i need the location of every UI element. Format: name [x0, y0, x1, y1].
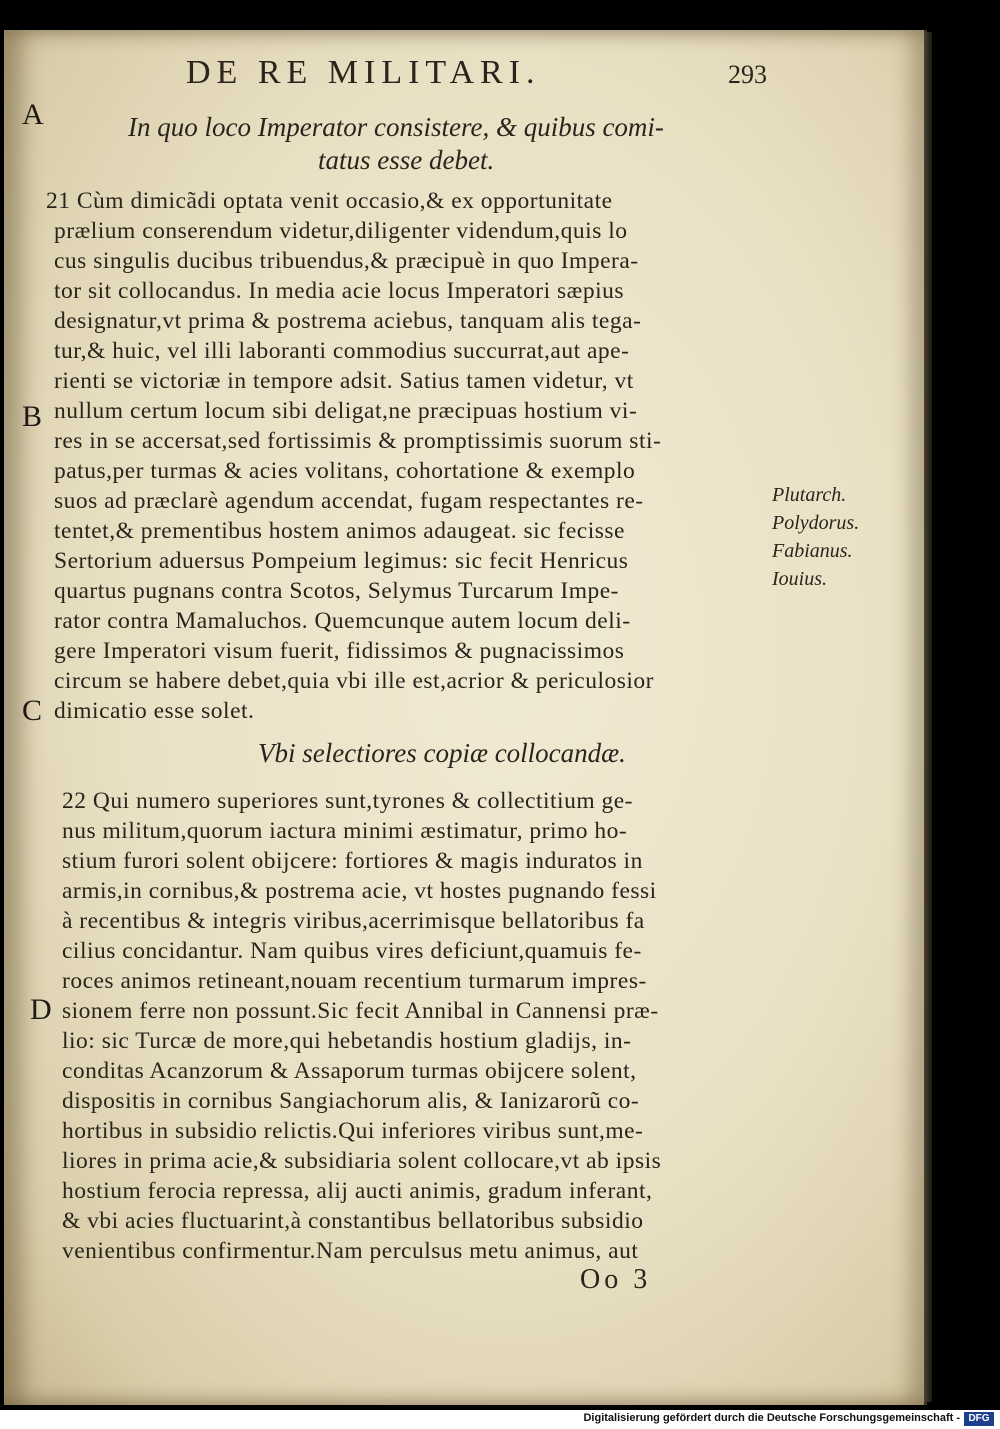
signature-mark: Oo 3 — [580, 1264, 652, 1295]
text-line: 22 Qui numero superiores sunt,tyrones & collectitium ge- — [62, 788, 634, 814]
text-line: tur,& huic, vel illi laboranti commodius succurrat,aut ape- — [54, 338, 630, 364]
funding-credit: Digitalisierung gefördert durch die Deutsche Forschungsgemeinschaft - — [583, 1412, 960, 1424]
margin-note: Fabianus. — [772, 540, 853, 562]
text-line: tentet,& prementibus hostem animos adaugeat. sic fecisse — [54, 518, 625, 544]
text-line: cilius concidantur. Nam quibus vires deficiunt,quamuis fe- — [62, 938, 642, 964]
section1-heading-line2: tatus esse debet. — [318, 145, 495, 175]
text-line: patus,per turmas & acies volitans, cohortatione & exemplo — [54, 458, 636, 484]
text-line: à recentibus & integris viribus,acerrimisque bellatoribus fa — [62, 908, 645, 934]
margin-note: Plutarch. — [772, 484, 847, 506]
page-number: 293 — [728, 60, 767, 89]
page-edge — [924, 32, 932, 1402]
text-line: quartus pugnans contra Scotos, Selymus Turcarum Impe- — [54, 578, 619, 604]
text-line: designatur,vt prima & postrema aciebus, tanquam alis tega- — [54, 308, 642, 334]
margin-note: Polydorus. — [772, 512, 860, 534]
text-line: conditas Acanzorum & Assaporum turmas obijcere solent, — [62, 1058, 637, 1084]
text-line: dispositis in cornibus Sangiachorum alis, & Ianizarorũ co- — [62, 1088, 640, 1114]
text-line: hortibus in subsidio relictis.Qui inferiores viribus sunt,me- — [62, 1118, 644, 1144]
text-line: tor sit collocandus. In media acie locus Imperatori sæpius — [54, 278, 625, 304]
text-line: cus singulis ducibus tribuendus,& præcipuè in quo Impera- — [54, 248, 639, 274]
text-line: lio: sic Turcæ de more,qui hebetandis hostium gladijs, in- — [62, 1028, 632, 1054]
text-line: stium furori solent obijcere: fortiores & magis induratos in — [62, 848, 643, 874]
section-mark-b: B — [22, 400, 43, 433]
text-line: nus militum,quorum iactura minimi æstimatur, primo ho- — [62, 818, 628, 844]
dfg-logo: DFG — [964, 1412, 994, 1426]
section1-heading-line1: In quo loco Imperator consistere, & quibus comi- — [128, 112, 664, 142]
text-line: suos ad præclarè agendum accendat, fugam respectantes re- — [54, 488, 644, 514]
text-line: circum se habere debet,quia vbi ille est,acrior & periculosior — [54, 668, 655, 694]
text-line: sionem ferre non possunt.Sic fecit Annibal in Cannensi præ- — [62, 998, 659, 1024]
text-line: rator contra Mamaluchos. Quemcunque autem locum deli- — [54, 608, 631, 634]
text-line: venientibus confirmentur.Nam perculsus metu animus, aut — [62, 1238, 639, 1264]
scan-top-border — [0, 0, 1000, 18]
running-head: DE RE MILITARI. — [186, 54, 541, 91]
text-line: & vbi acies fluctuarint,à constantibus bellatoribus subsidio — [62, 1208, 644, 1234]
section-mark-a: A — [22, 98, 44, 131]
text-line: Sertorium aduersus Pompeium legimus: sic fecit Henricus — [54, 548, 629, 574]
text-line: hostium ferocia repressa, alij aucti animis, gradum inferant, — [62, 1178, 653, 1204]
section2-heading: Vbi selectiores copiæ collocandæ. — [258, 738, 626, 768]
section-mark-d: D — [30, 993, 52, 1026]
text-line: rienti se victoriæ in tempore adsit. Satius tamen videtur, vt — [54, 368, 634, 394]
text-line: nullum certum locum sibi deligat,ne præcipuas hostium vi- — [54, 398, 638, 424]
section-mark-c: C — [22, 694, 43, 727]
margin-note: Iouius. — [772, 568, 827, 590]
text-line: roces animos retineant,nouam recentium turmarum impres- — [62, 968, 647, 994]
text-line: liores in prima acie,& subsidiaria solent collocare,vt ab ipsis — [62, 1148, 662, 1174]
text-line: prælium conserendum videtur,diligenter videndum,quis lo — [54, 218, 628, 244]
text-line: gere Imperatori visum fuerit, fidissimos & pugnacissimos — [54, 638, 625, 664]
text-line: armis,in cornibus,& postrema acie, vt hostes pugnando fessi — [62, 878, 657, 904]
text-line: res in se accersat,sed fortissimis & promptissimis suorum sti- — [54, 428, 662, 454]
text-line: 21 Cùm dimicãdi optata venit occasio,& ex opportunitate — [46, 188, 613, 214]
text-line: dimicatio esse solet. — [54, 698, 255, 724]
